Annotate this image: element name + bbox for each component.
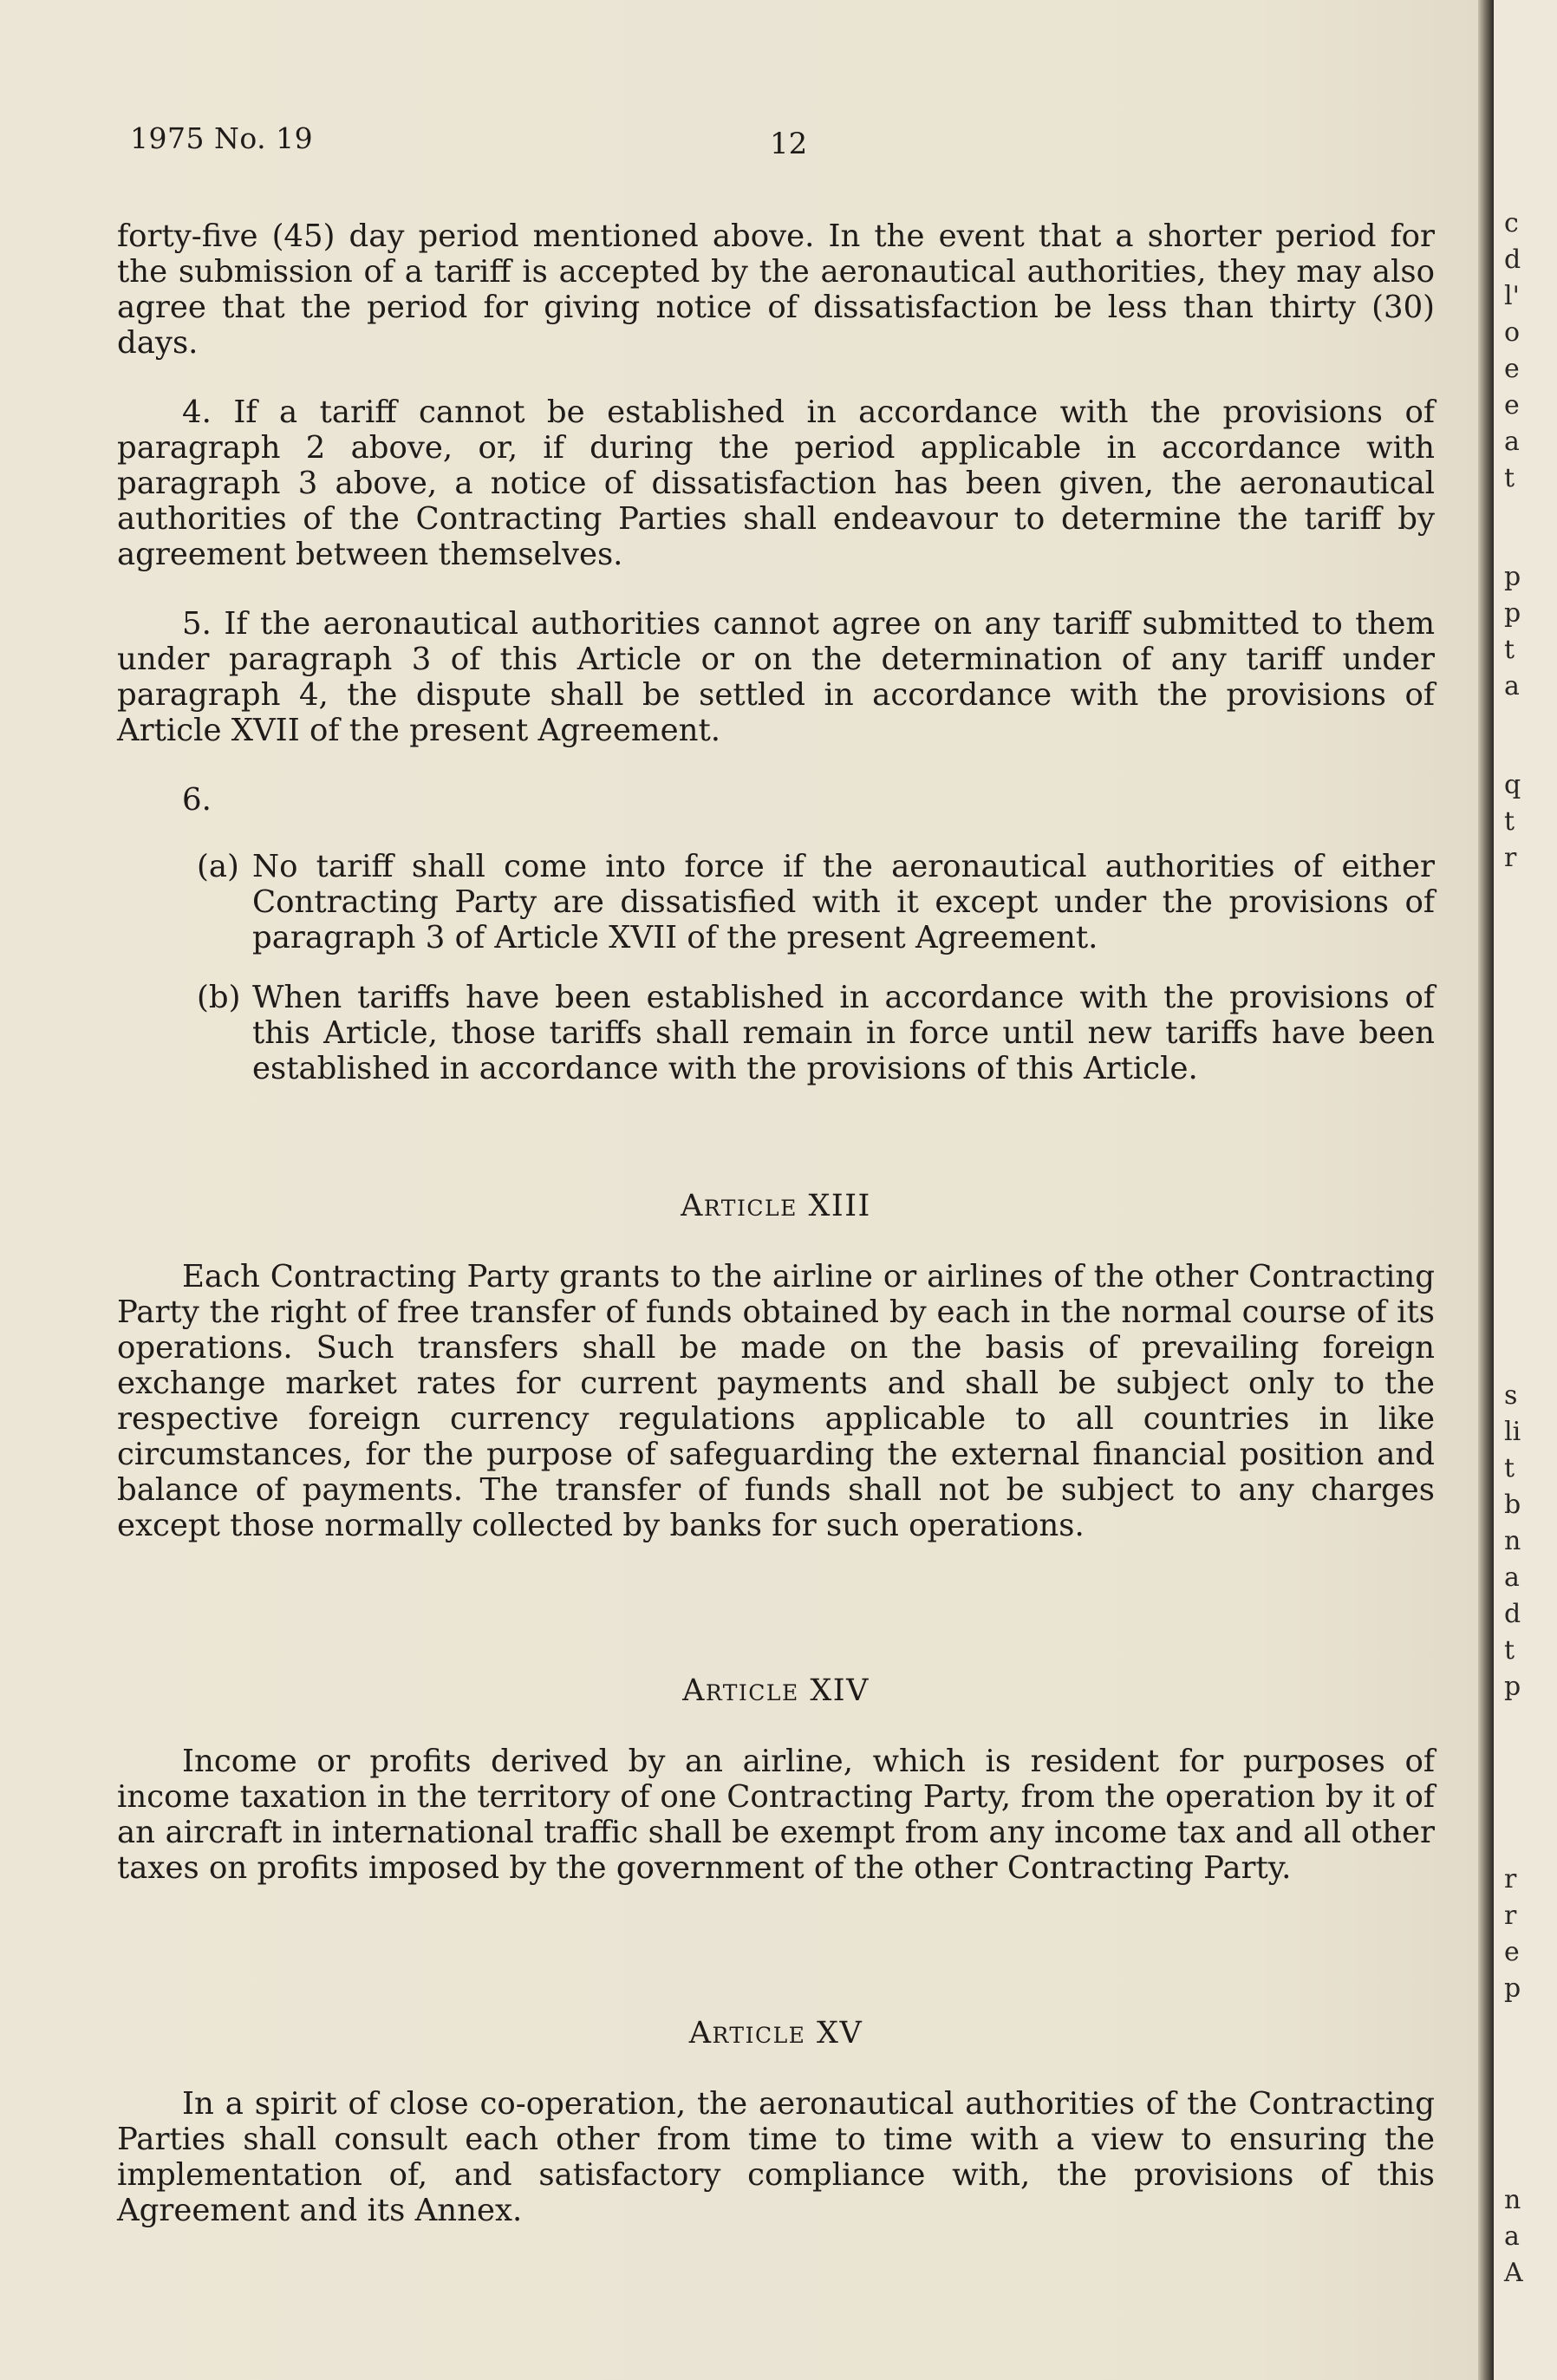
facing-page-fragment: t — [1504, 635, 1515, 665]
book-gutter — [1478, 0, 1494, 2380]
facing-page-fragment: b — [1504, 1490, 1521, 1520]
facing-page-fragment: e — [1504, 390, 1520, 421]
page-number: 12 — [770, 127, 808, 161]
facing-page-fragment: q — [1504, 770, 1521, 800]
facing-page-fragment: s — [1504, 1380, 1518, 1411]
facing-page-edge — [1494, 0, 1557, 2380]
subparagraph-6b — [197, 980, 1435, 1086]
facing-page-fragment: p — [1504, 1672, 1521, 1702]
paragraph-continuation: forty-five (45) day period mentioned above. In the event that a shorter period for the submission of a tariff is accepted by the aeronautical authorities, they may also agree that the period for giving notice of dissatisfaction be less than thirty (30) days. — [117, 218, 1435, 361]
running-head: 1975 No. 19 — [130, 121, 314, 155]
facing-page-fragment: t — [1504, 1635, 1515, 1666]
article-xiv-heading: Article XIV — [682, 1673, 870, 1708]
subparagraph-text: When tariffs have been established in accordance with the provisions of this Article, those tariffs shall remain in force until new tariffs have been established in accordance with the provisions of this Article. — [252, 980, 1435, 1086]
facing-page-fragment: n — [1504, 1526, 1521, 1556]
subparagraph-label: (b) — [197, 980, 241, 1015]
facing-page-fragment: r — [1504, 843, 1517, 873]
facing-page-fragment: n — [1504, 2185, 1521, 2215]
article-xv-text: In a spirit of close co-operation, the aeronautical authorities of the Contracting Parties shall consult each other from time to time with a view to ensuring the implementation of, and satisfactory compliance with, the provisions of this Agreement and its Annex. — [117, 2086, 1435, 2228]
facing-page-fragment: a — [1504, 427, 1520, 457]
facing-page-fragment: d — [1504, 245, 1521, 275]
article-xiii-text: Each Contracting Party grants to the airline or airlines of the other Contracting Party the right of free transfer of funds obtained by each in the normal course of its operations. Such transfers shall be made on the basis of prevailing foreign exchange market rates for current payments and shall be subject only to the respective foreign currency regulations applicable to all countries in like circumstances, for the purpose of safeguarding the external financial position and balance of payments. The transfer of funds shall not be subject to any charges except those normally collected by banks for such operations. — [117, 1259, 1435, 1543]
facing-page-fragment: t — [1504, 1453, 1515, 1483]
facing-page-fragment: r — [1504, 1901, 1517, 1931]
facing-page-fragment: A — [1504, 2258, 1523, 2288]
facing-page-fragment: p — [1504, 562, 1521, 592]
facing-page-fragment: e — [1504, 1937, 1520, 1967]
facing-page-fragment: d — [1504, 1599, 1521, 1629]
article-xv-heading: Article XV — [688, 2016, 863, 2051]
page-header — [130, 121, 1430, 165]
document-body — [117, 218, 1435, 2262]
paragraph-5: 5. If the aeronautical authorities cannot agree on any tariff submitted to them under paragraph 3 of this Article or on the determination of any tariff under paragraph 4, the dispute shall be settled in accordance with the provisions of Article XVII of the present Agreement. — [117, 606, 1435, 748]
article-xiii-heading: Article XIII — [681, 1189, 871, 1223]
subparagraph-label: (a) — [197, 849, 239, 884]
facing-page-fragment: li — [1504, 1417, 1521, 1447]
facing-page-fragment: l' — [1504, 281, 1520, 311]
facing-page-fragment: e — [1504, 354, 1520, 384]
paragraph-6-number: 6. — [182, 782, 212, 818]
paragraph-4: 4. If a tariff cannot be established in accordance with the provisions of paragraph 2 above, or, if during the period applicable in accordance with paragraph 3 above, a notice of dissatisfaction has been given, the aeronautical authorities of the Contracting Parties shall endeavour to determine the tariff by agreement between themselves. — [117, 394, 1435, 572]
facing-page-fragment: c — [1504, 208, 1519, 238]
facing-page-fragment: t — [1504, 463, 1515, 493]
article-xiv-text: Income or profits derived by an airline, which is resident for purposes of income taxation in the territory of one Contracting Party, from the operation by it of an aircraft in international traffic shall be exempt from any income tax and all other taxes on profits imposed by the government of the other Contracting Party. — [117, 1744, 1435, 1886]
subparagraph-6a — [197, 849, 1435, 955]
facing-page-fragment: a — [1504, 671, 1520, 701]
subparagraph-text: No tariff shall come into force if the aeronautical authorities of either Contracting Party are dissatisfied with it except under the provisions of paragraph 3 of Article XVII of the present Agreement. — [252, 849, 1435, 955]
facing-page-fragment: a — [1504, 1562, 1520, 1593]
facing-page-fragment: r — [1504, 1864, 1517, 1894]
facing-page-fragment: p — [1504, 1973, 1521, 2004]
facing-page-fragment: p — [1504, 598, 1521, 629]
facing-page-fragment: o — [1504, 317, 1521, 348]
facing-page-fragment: t — [1504, 806, 1515, 837]
facing-page-fragment: a — [1504, 2221, 1520, 2252]
